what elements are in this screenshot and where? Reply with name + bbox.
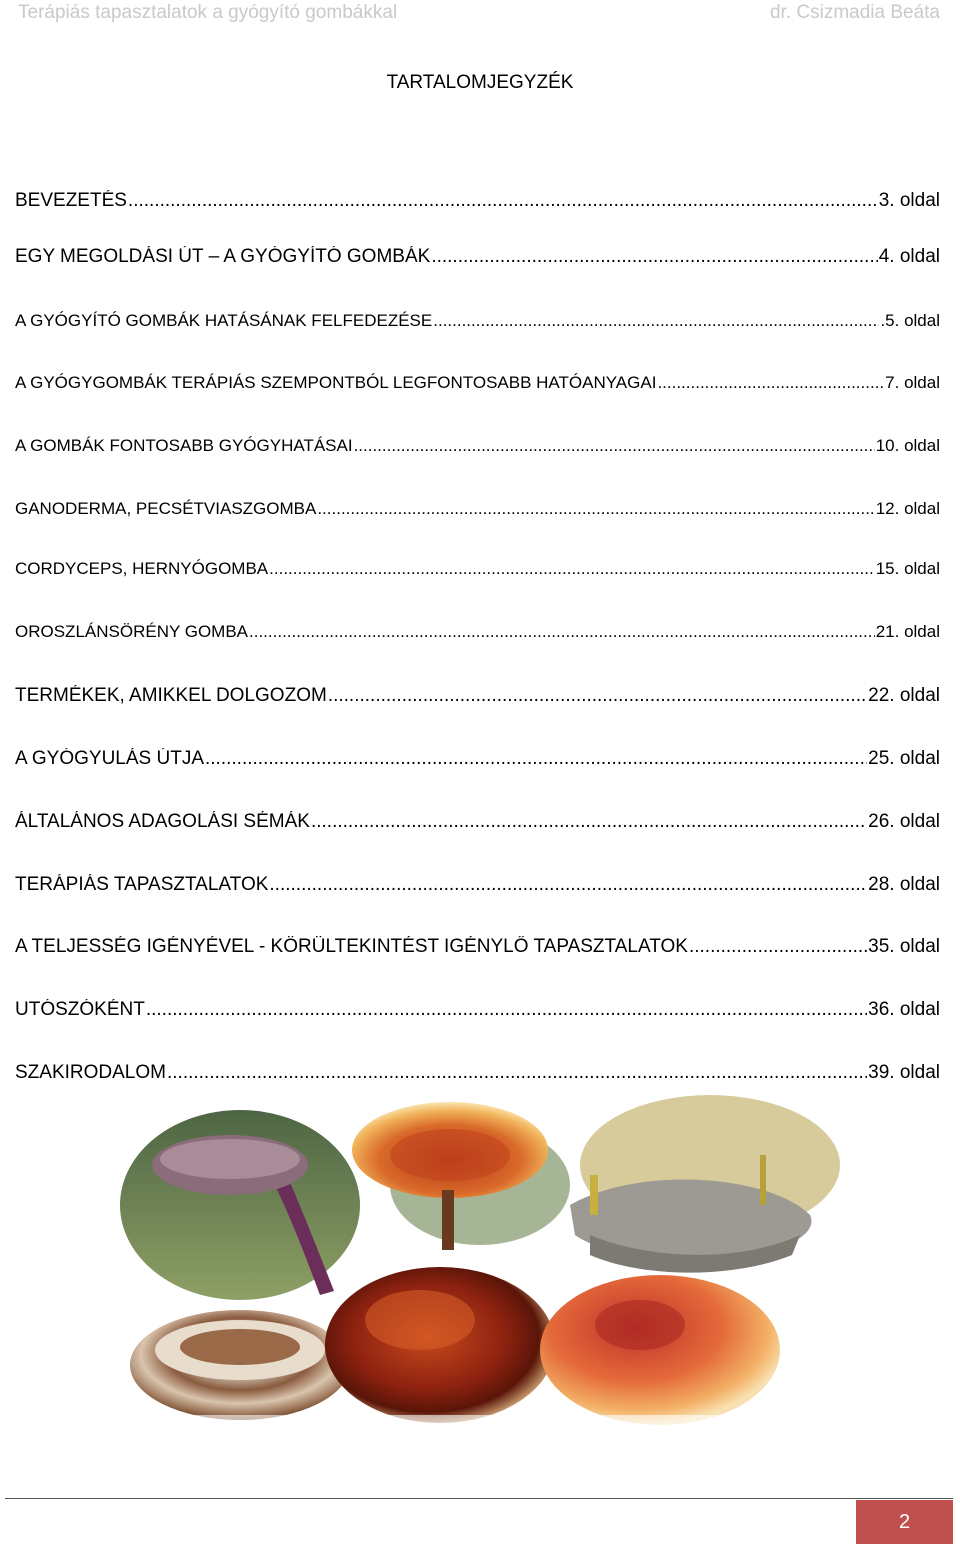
toc-title: TARTALOMJEGYZÉK (386, 72, 574, 93)
toc-entry-label: A GYÓGYULÁS ÚTJA (15, 748, 204, 769)
toc-entry[interactable] (15, 622, 940, 648)
toc-entry-label: A GYÓGYGOMBÁK TERÁPIÁS SZEMPONTBÓL LEGFONTOSABB HATÓANYAGAI (15, 373, 657, 392)
toc-entry-page: 25. oldal (868, 748, 940, 769)
toc-leader-dots (205, 748, 867, 770)
toc-leader-dots (433, 311, 879, 331)
toc-entry-page: 26. oldal (868, 811, 940, 832)
toc-entry-page: .5. oldal (880, 311, 940, 330)
toc-entry[interactable] (15, 874, 940, 900)
toc-entry-label: OROSZLÁNSÖRÉNY GOMBA (15, 622, 249, 641)
toc-entry[interactable] (15, 373, 940, 399)
running-header (0, 0, 960, 26)
toc-entry[interactable] (15, 436, 940, 462)
toc-entry-label: TERÁPIÁS TAPASZTALATOK (15, 874, 269, 895)
toc-entry[interactable] (15, 246, 940, 272)
header-author: dr. Csizmadia Beáta (769, 2, 940, 23)
toc-leader-dots (317, 499, 874, 519)
toc-leader-dots (269, 874, 867, 896)
toc-entry-page: 4. oldal (878, 246, 940, 267)
toc-leader-dots (269, 559, 875, 579)
toc-leader-dots (328, 685, 867, 707)
toc-leader-dots (128, 190, 878, 212)
toc-leader-dots (431, 246, 877, 268)
toc-entry-page: 15. oldal (875, 559, 940, 578)
toc-leader-dots (657, 373, 884, 393)
toc-entry-label: UTÓSZÓKÉNT (15, 999, 145, 1020)
toc-entry-label: A GYÓGYÍTÓ GOMBÁK HATÁSÁNAK FELFEDEZÉSE (15, 311, 433, 330)
toc-entry-label: GANODERMA, PECSÉTVIASZGOMBA (15, 499, 317, 518)
toc-entry-page: 39. oldal (868, 1062, 940, 1083)
toc-entry[interactable] (15, 499, 940, 525)
mushroom-collage-image (120, 1095, 840, 1455)
toc-entry-page: 7. oldal (885, 373, 940, 392)
toc-entry[interactable] (15, 936, 940, 962)
toc-entry-label: EGY MEGOLDÁSI ÚT – A GYÓGYÍTÓ GOMBÁK (15, 246, 431, 267)
footer-rule (5, 1498, 953, 1499)
toc-entry[interactable] (15, 190, 940, 216)
toc-entry[interactable] (15, 999, 940, 1025)
toc-entry[interactable] (15, 311, 940, 337)
toc-entry[interactable] (15, 685, 940, 711)
toc-leader-dots (167, 1062, 867, 1084)
toc-entry-page: 35. oldal (868, 936, 940, 957)
toc-leader-dots (689, 936, 867, 958)
page-number: 2 (856, 1500, 953, 1544)
toc-entry[interactable] (15, 1062, 940, 1088)
toc-entry-label: A TELJESSÉG IGÉNYÉVEL - KÖRÜLTEKINTÉST IGÉNYLŐ TAPASZTALATOK (15, 936, 688, 957)
toc-entry[interactable] (15, 559, 940, 585)
toc-entry-page: 12. oldal (875, 499, 940, 518)
toc-entry[interactable] (15, 748, 940, 774)
toc-entry-page: 10. oldal (875, 436, 940, 455)
toc-entry-page: 36. oldal (868, 999, 940, 1020)
toc-leader-dots (311, 811, 867, 833)
toc-entry[interactable] (15, 811, 940, 837)
toc-entry-page: 3. oldal (878, 190, 940, 211)
toc-leader-dots (146, 999, 867, 1021)
toc-leader-dots (249, 622, 875, 642)
toc-entry-label: CORDYCEPS, HERNYÓGOMBA (15, 559, 269, 578)
toc-entry-page: 28. oldal (868, 874, 940, 895)
toc-entry-page: 22. oldal (868, 685, 940, 706)
toc-entry-page: 21. oldal (875, 622, 940, 641)
toc-leader-dots (354, 436, 875, 456)
toc-entry-label: SZAKIRODALOM (15, 1062, 166, 1083)
toc-entry-label: ÁLTALÁNOS ADAGOLÁSI SÉMÁK (15, 811, 310, 832)
toc-entry-label: TERMÉKEK, AMIKKEL DOLGOZOM (15, 685, 327, 706)
toc-entry-label: BEVEZETÉS (15, 190, 127, 211)
toc-entry-label: A GOMBÁK FONTOSABB GYÓGYHATÁSAI (15, 436, 353, 455)
header-title: Terápiás tapasztalatok a gyógyító gombákkal (18, 2, 398, 23)
